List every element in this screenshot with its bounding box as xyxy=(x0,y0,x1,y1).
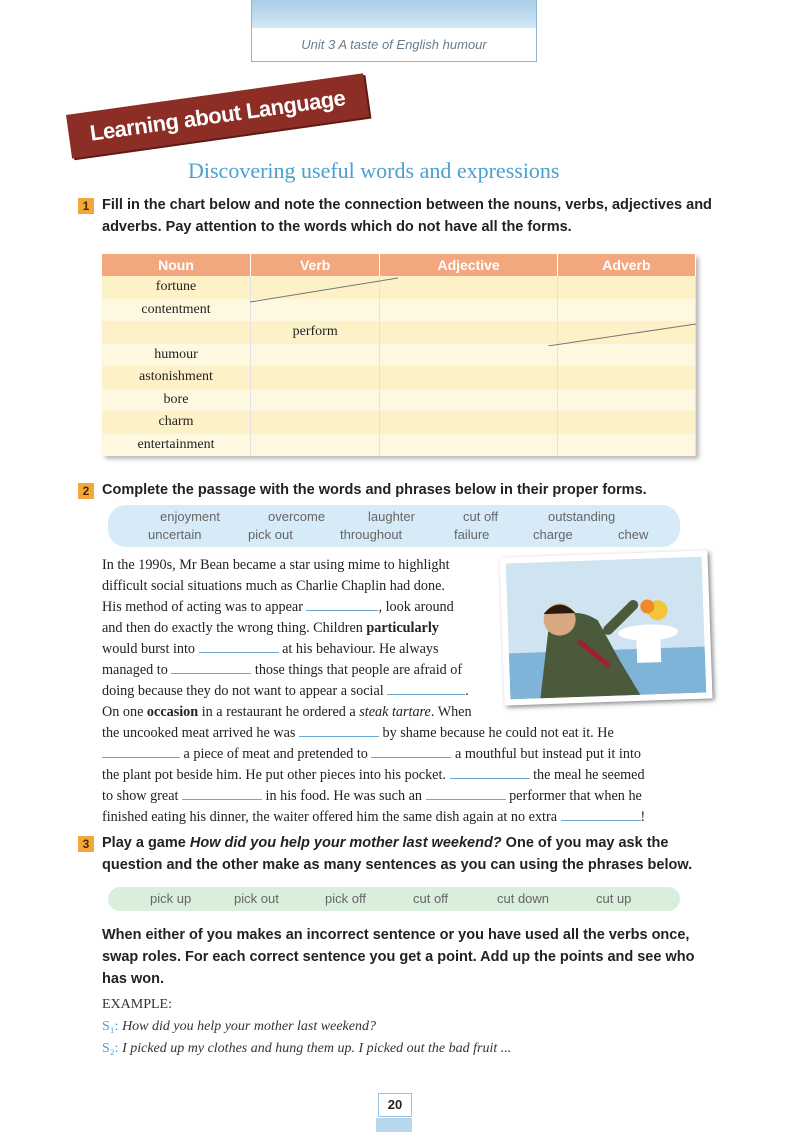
passage-line: difficult social situations much as Charlie Chaplin had done. xyxy=(102,578,445,594)
unit-header-tab xyxy=(251,0,537,62)
table-cell: bore xyxy=(102,389,251,412)
passage-line: In the 1990s, Mr Bean became a star using mime to highlight xyxy=(102,557,450,573)
blank-field[interactable] xyxy=(306,598,378,611)
exercise-3-number: 3 xyxy=(78,836,94,852)
table-cell[interactable] xyxy=(380,366,557,389)
passage-line: the uncooked meat arrived he was by shame because he could not eat it. He xyxy=(102,725,614,741)
chart-header-verb: Verb xyxy=(251,254,380,276)
photo-illustration xyxy=(506,557,707,700)
table-cell[interactable] xyxy=(251,344,380,367)
table-cell[interactable] xyxy=(557,366,695,389)
phrase-bank-item: cut down xyxy=(497,891,550,906)
table-row xyxy=(102,389,696,412)
exercise-1-number: 1 xyxy=(78,198,94,214)
chart-header-adverb: Adverb xyxy=(557,254,695,276)
word-bank-item: overcome xyxy=(268,509,326,524)
phrase-bank-item: pick out xyxy=(234,891,279,906)
phrase-bank-item: cut up xyxy=(596,891,632,906)
word-bank-item: chew xyxy=(618,527,649,542)
blank-field[interactable] xyxy=(450,766,530,779)
table-cell: astonishment xyxy=(102,366,251,389)
example-line-s1: S₁: How did you help your mother last weekend? xyxy=(102,1019,376,1034)
blank-field[interactable] xyxy=(102,745,180,758)
blank-field[interactable] xyxy=(371,745,451,758)
exercise-2-number: 2 xyxy=(78,483,94,499)
passage-line: On one occasion in a restaurant he ordered a steak tartare. When xyxy=(102,704,472,720)
blank-field[interactable] xyxy=(199,640,279,653)
table-cell: fortune xyxy=(102,276,251,299)
word-bank-item: enjoyment xyxy=(160,509,220,524)
example-line-s2: S₂: I picked up my clothes and hung them up. I picked out the bad fruit ... xyxy=(102,1041,512,1056)
phrase-bank-box xyxy=(108,887,680,911)
exercise-3-instruction: Play a game How did you help your mother last weekend? One of you may ask the question and the other make as many sentences as you can using the phrases below. xyxy=(102,835,693,873)
table-cell: entertainment xyxy=(102,434,251,457)
page-number-bar xyxy=(376,1118,412,1132)
passage-line: and then do exactly the wrong thing. Children particularly xyxy=(102,620,439,636)
table-cell: perform xyxy=(251,321,380,344)
blank-field[interactable] xyxy=(561,808,641,821)
chart-strike-lines xyxy=(250,276,696,346)
chart-header-noun: Noun xyxy=(102,254,251,276)
bubble-decoration xyxy=(252,0,536,28)
word-bank-item: pick out xyxy=(248,527,293,542)
exercise-1-instruction: Fill in the chart below and note the connection between the nouns, verbs, adjectives and adverbs. Pay attention to the words which do not have all the forms. xyxy=(102,197,712,235)
passage-line: the plant pot beside him. He put other pieces into his pocket. the meal he seemed xyxy=(102,767,645,783)
phrase-bank-item: cut off xyxy=(413,891,449,906)
passage-line: His method of acting was to appear , look around xyxy=(102,599,454,615)
table-cell[interactable] xyxy=(557,344,695,367)
table-row xyxy=(102,434,696,457)
table-cell[interactable] xyxy=(557,434,695,457)
word-bank-item: charge xyxy=(533,527,573,542)
table-cell[interactable] xyxy=(102,321,251,344)
blank-field[interactable] xyxy=(426,787,506,800)
table-cell[interactable] xyxy=(380,434,557,457)
table-cell[interactable] xyxy=(251,411,380,434)
section-subheading: Discovering useful words and expressions xyxy=(188,158,560,183)
table-cell: humour xyxy=(102,344,251,367)
passage-line: finished eating his dinner, the waiter offered him the same dish again at no extra ! xyxy=(102,809,646,825)
passage-line: doing because they do not want to appear a social . xyxy=(102,683,469,699)
table-cell: charm xyxy=(102,411,251,434)
passage-line: managed to those things that people are afraid of xyxy=(102,662,463,678)
table-cell[interactable] xyxy=(380,344,557,367)
example-label: EXAMPLE: xyxy=(102,997,172,1012)
table-row xyxy=(102,411,696,434)
word-bank-item: cut off xyxy=(463,509,499,524)
phrase-bank-item: pick up xyxy=(150,891,192,906)
table-cell[interactable] xyxy=(380,411,557,434)
passage-line: would burst into at his behaviour. He always xyxy=(102,641,439,657)
table-cell: contentment xyxy=(102,299,251,322)
word-bank-item: failure xyxy=(454,527,490,542)
table-cell[interactable] xyxy=(251,366,380,389)
page-number: 20 xyxy=(378,1093,412,1117)
chart-header-adjective: Adjective xyxy=(380,254,557,276)
passage-line: to show great in his food. He was such an performer that when he xyxy=(102,788,642,804)
table-row xyxy=(102,366,696,389)
word-bank-item: outstanding xyxy=(548,509,616,524)
blank-field[interactable] xyxy=(182,787,262,800)
table-cell[interactable] xyxy=(251,434,380,457)
strike-line-fortune-verb xyxy=(250,278,398,302)
exercise-2-instruction: Complete the passage with the words and phrases below in their proper forms. xyxy=(102,482,647,498)
passage-line: a piece of meat and pretended to a mouthful but instead put it into xyxy=(102,744,641,765)
table-row xyxy=(102,344,696,367)
blank-field[interactable] xyxy=(171,661,251,674)
word-bank-item: throughout xyxy=(340,527,403,542)
table-cell[interactable] xyxy=(380,389,557,412)
table-cell[interactable] xyxy=(557,389,695,412)
phrase-bank-item: pick off xyxy=(325,891,366,906)
table-cell[interactable] xyxy=(251,389,380,412)
blank-field[interactable] xyxy=(299,724,379,737)
table-cell[interactable] xyxy=(557,411,695,434)
exercise-3-rules: When either of you makes an incorrect sentence or you have used all the verbs once, swap roles. For each correct sentence you get a point. Add up the points and see who has won. xyxy=(102,927,695,987)
strike-line-perform-adverb xyxy=(548,324,696,346)
section-banner xyxy=(66,73,369,158)
mr-bean-photo xyxy=(499,550,712,705)
word-bank-item: laughter xyxy=(368,509,415,524)
chart-header-row xyxy=(102,254,696,276)
word-bank-box xyxy=(108,505,680,547)
word-bank-item: uncertain xyxy=(148,527,202,542)
unit-title: Unit 3 A taste of English humour xyxy=(301,37,487,52)
blank-field[interactable] xyxy=(387,682,465,695)
banner-title: Learning about Language xyxy=(88,85,347,146)
